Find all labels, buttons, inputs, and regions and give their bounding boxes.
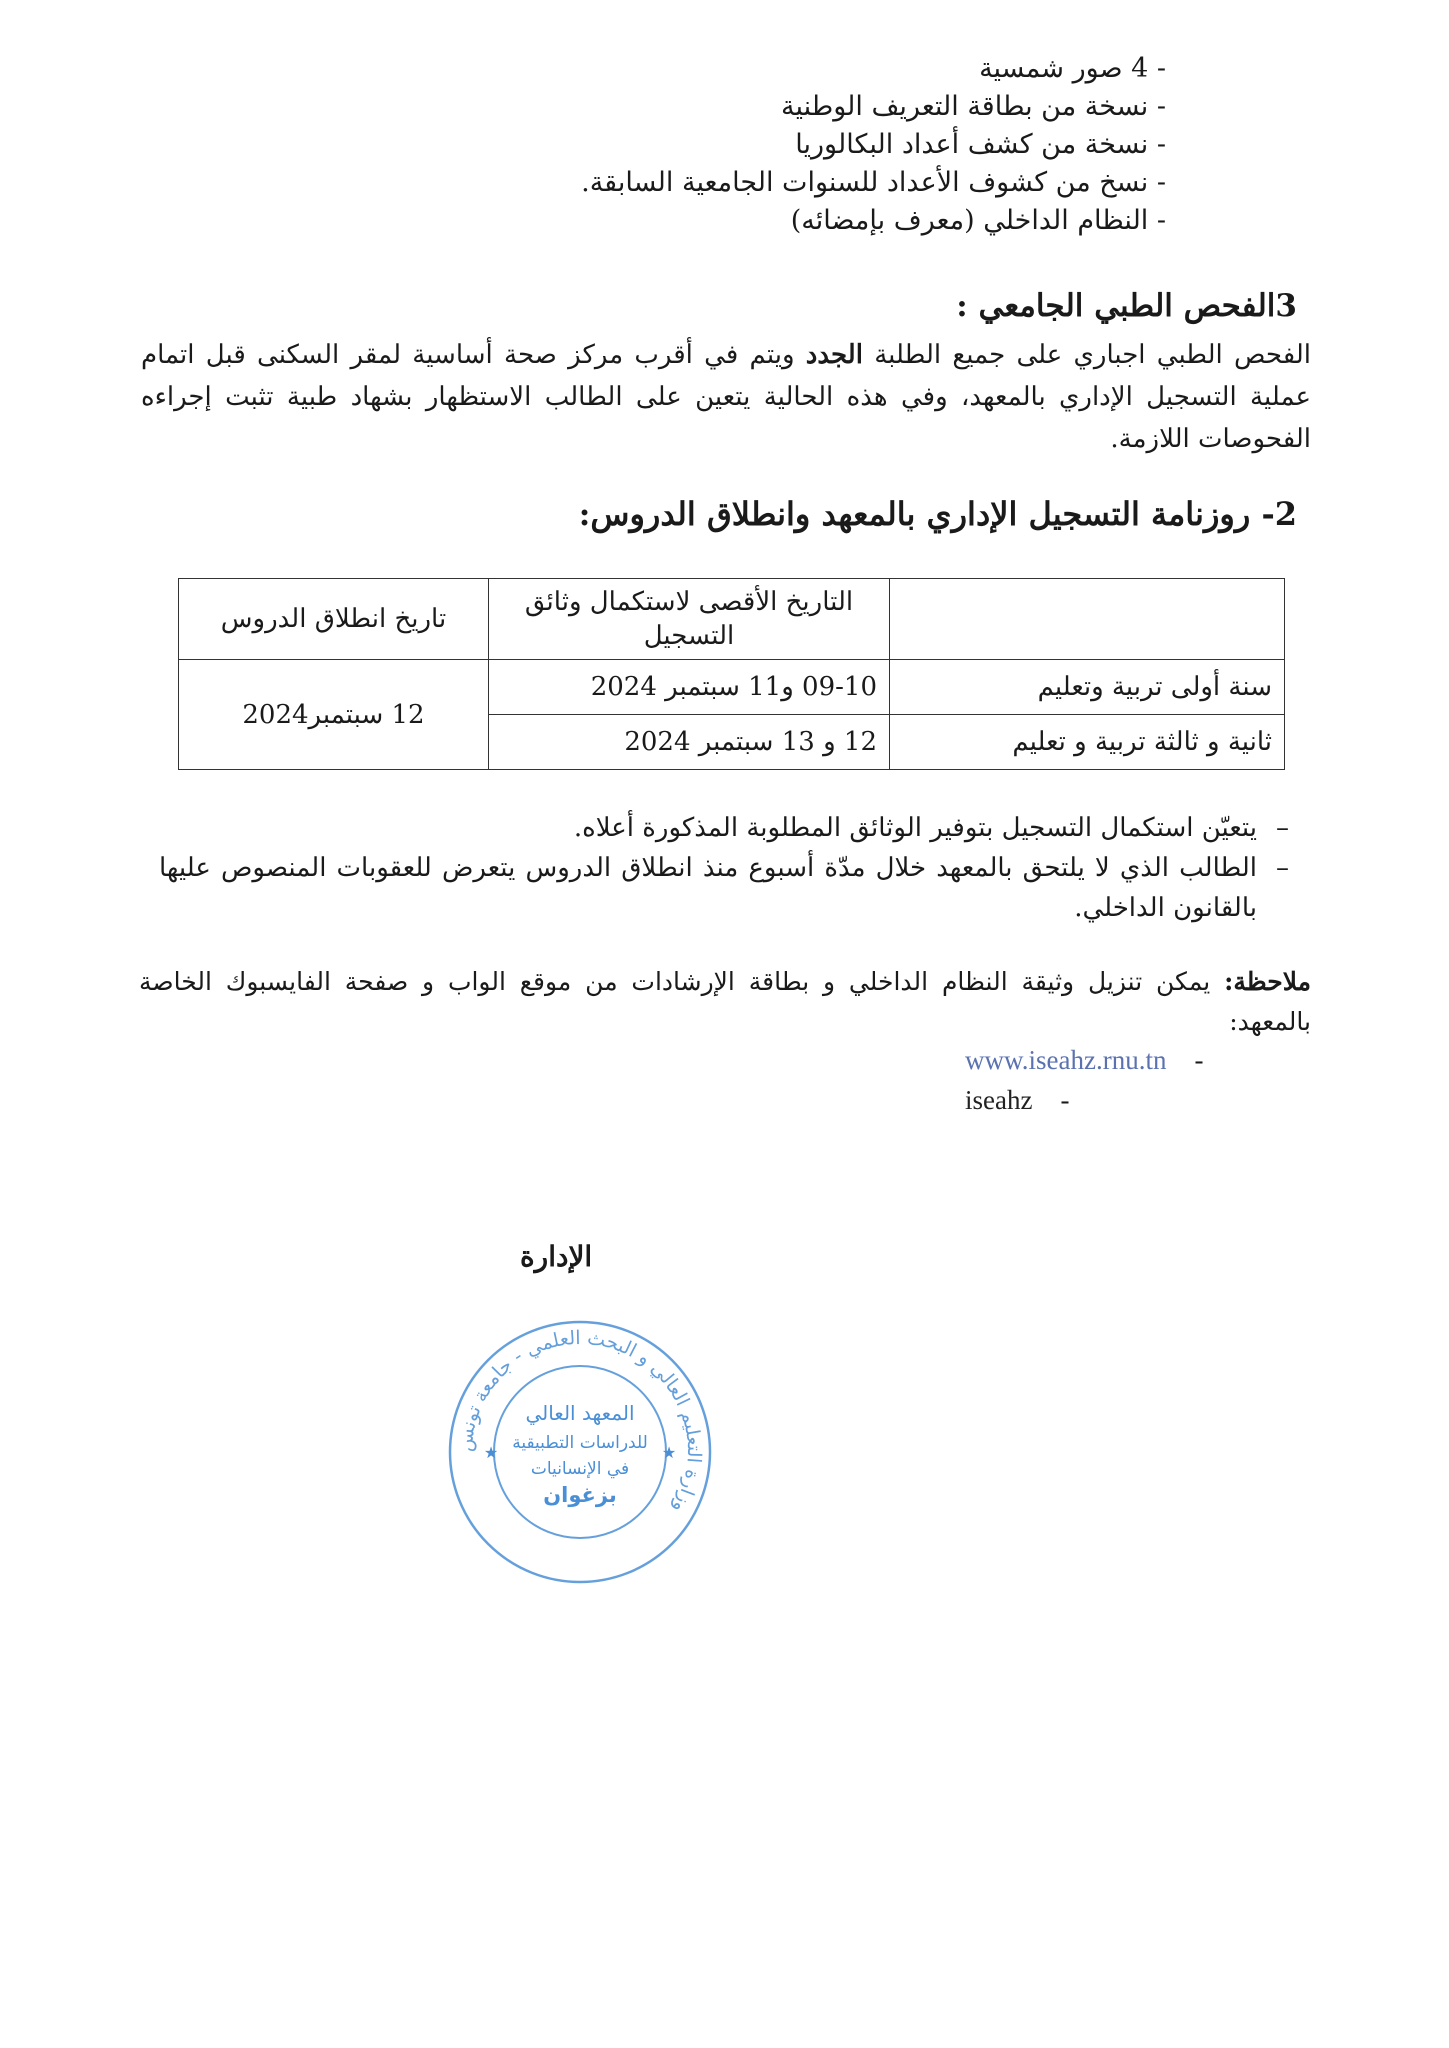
list-item [965,1080,1203,1120]
dash-bullet: - [1060,1085,1070,1115]
medical-exam-bold: الجدد [805,340,863,370]
list-item [159,808,1289,848]
list-item: - نسخة من كشف أعداد البكالوريا [795,129,1166,160]
star-icon: ★ [483,1443,499,1462]
medical-exam-text: الفحص الطبي اجباري على جميع الطلبة [862,340,1311,370]
list-item: - نسخ من كشوف الأعداد للسنوات الجامعية السابقة. [581,167,1166,198]
stamp-line: في الإنسانيات [530,1459,630,1479]
list-item [965,1040,1203,1080]
list-item: - النظام الداخلي (معرف بإمضائه) [790,205,1166,236]
remark-paragraph [139,962,1311,1042]
remark-text: يمكن تنزيل وثيقة النظام الداخلي و بطاقة الإرشادات من موقع الواب و صفحة الفايسبوك الخاصة بالمعهد: [139,967,1311,1036]
table-row [179,660,1285,715]
links-list [965,1040,1203,1120]
website-link[interactable]: www.iseahz.rnu.tn [965,1045,1167,1075]
header-level [890,579,1285,660]
header-start: تاريخ انطلاق الدروس [179,579,489,660]
list-item: - نسخة من بطاقة التعريف الوطنية [780,91,1166,122]
dash-bullet: – [1276,853,1289,883]
required-documents-list [266,50,1166,240]
dash-bullet: - [1194,1045,1204,1075]
cell-level: سنة أولى تربية وتعليم [890,660,1285,715]
list-item: - 4 صور شمسية [979,53,1166,84]
signature-title: الإدارة [520,1240,593,1273]
institution-stamp [440,1312,720,1592]
schedule-table [178,578,1285,770]
note-text: يتعيّن استكمال التسجيل بتوفير الوثائق المطلوبة المذكورة أعلاه. [573,813,1257,843]
cell-start-date: 12 سبتمبر2024 [179,660,489,770]
header-deadline: التاريخ الأقصى لاستكمال وثائق التسجيل [489,579,890,660]
notes-list [159,808,1289,928]
stamp-line: المعهد العالي [525,1401,635,1425]
stamp-ring-text: وزارة التعليم العالي و البحث العلمي - جامعة تونس [454,1326,706,1517]
dash-bullet: – [1276,813,1289,843]
medical-exam-heading: 3الفحص الطبي الجامعي : [956,288,1297,324]
medical-exam-paragraph [141,334,1311,460]
schedule-heading: 2- روزنامة التسجيل الإداري بالمعهد وانطلاق الدروس: [578,495,1297,533]
star-icon: ★ [661,1443,677,1462]
cell-deadline: 09-10 و11 سبتمبر 2024 [489,660,890,715]
list-item [159,848,1289,928]
stamp-line: للدراسات التطبيقية [512,1433,648,1453]
medical-exam-text: ويتم في أقرب مركز صحة أساسية لمقر السكنى قبل اتمام عملية التسجيل الإداري بالمعهد، وفي هذه الحالية يتعين على الطالب الاستظهار بشهاد طبية تثبت إجراءه الفحوصات اللازمة. [141,340,1311,454]
stamp-line: بزغوان [543,1483,617,1507]
remark-label: ملاحظة: [1224,967,1311,996]
cell-deadline: 12 و 13 سبتمبر 2024 [489,715,890,770]
facebook-handle: iseahz [965,1085,1033,1115]
cell-level: ثانية و ثالثة تربية و تعليم [890,715,1285,770]
note-text: الطالب الذي لا يلتحق بالمعهد خلال مدّة أسبوع منذ انطلاق الدروس يتعرض للعقوبات المنصوص عليها بالقانون الداخلي. [159,853,1257,923]
table-header-row [179,579,1285,660]
